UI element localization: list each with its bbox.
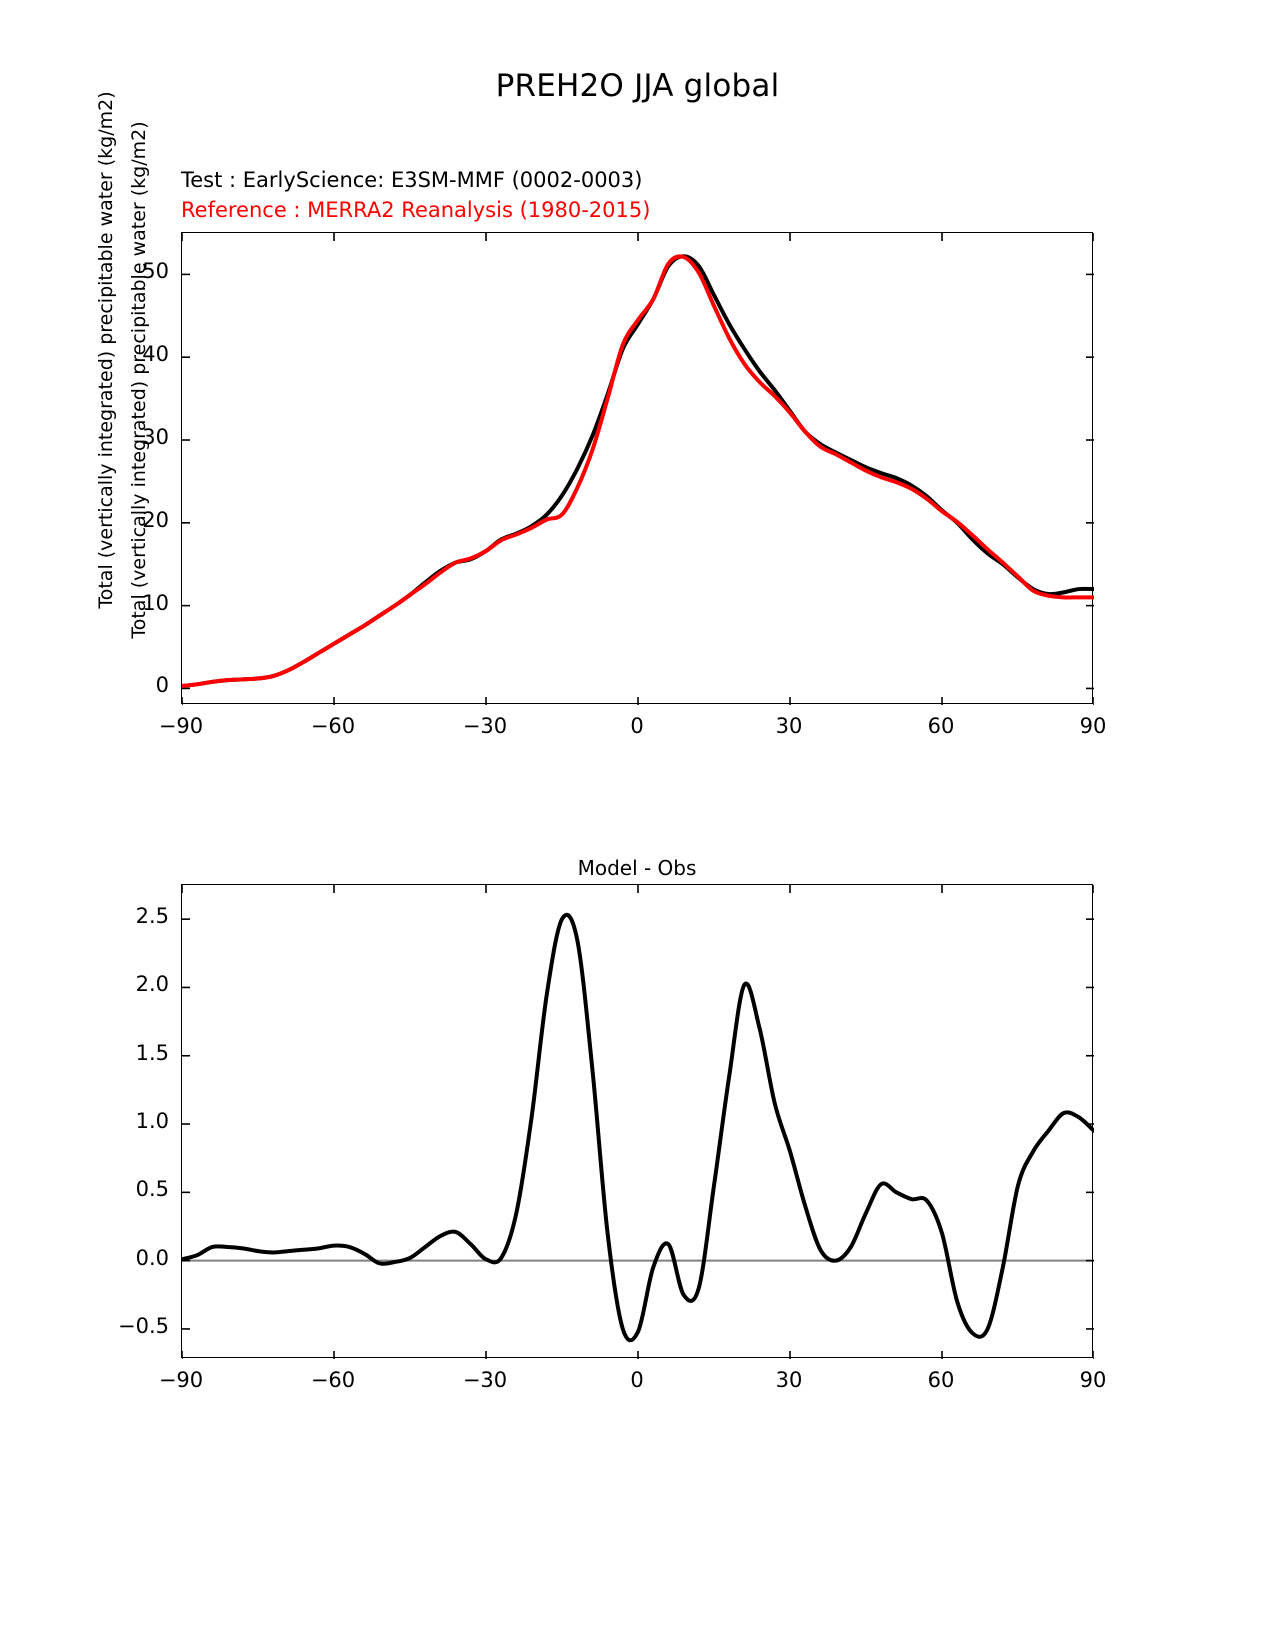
top-plot-area bbox=[181, 232, 1093, 704]
bottom-plot-area bbox=[181, 884, 1093, 1358]
x-tick-label: 90 bbox=[1079, 714, 1107, 738]
top-chart-svg bbox=[182, 233, 1094, 705]
y-tick-label: 0.0 bbox=[135, 1245, 169, 1270]
y-tick-label: 20 bbox=[142, 507, 169, 532]
x-tick-label: 60 bbox=[927, 714, 955, 738]
x-tick-label: −30 bbox=[462, 1368, 508, 1392]
y-tick-label: 2.5 bbox=[135, 904, 169, 929]
y-tick-label: 0.5 bbox=[135, 1177, 169, 1202]
top-chart-panel bbox=[142, 232, 1107, 738]
x-tick-label: 0 bbox=[630, 714, 644, 738]
page-title: PREH2O JJA global bbox=[495, 68, 780, 104]
x-tick-label: −30 bbox=[462, 714, 508, 738]
y-tick-label: 40 bbox=[142, 342, 169, 367]
bottom-chart-svg bbox=[182, 885, 1094, 1359]
top-y-axis-label: Total (vertically integrated) precipitable water (kg/m2) bbox=[128, 121, 150, 639]
y-tick-label: 50 bbox=[142, 259, 169, 284]
y-tick-label: −0.5 bbox=[118, 1313, 169, 1338]
legend-reference-label: Reference : MERRA2 Reanalysis (1980-2015) bbox=[181, 198, 651, 222]
x-tick-label: −60 bbox=[310, 1368, 356, 1392]
x-tick-label: −90 bbox=[158, 714, 204, 738]
x-tick-label: −90 bbox=[158, 1368, 204, 1392]
x-tick-label: 60 bbox=[927, 1368, 955, 1392]
x-tick-label: −60 bbox=[310, 714, 356, 738]
x-tick-label: 30 bbox=[775, 1368, 803, 1392]
x-tick-label: 0 bbox=[630, 1368, 644, 1392]
legend bbox=[181, 165, 881, 225]
y-tick-label: 30 bbox=[142, 425, 169, 450]
y-tick-label: 10 bbox=[142, 590, 169, 615]
y-tick-label: 1.0 bbox=[135, 1109, 169, 1134]
bottom-y-axis-label: Total (vertically integrated) precipitable water (kg/m2) bbox=[95, 91, 117, 609]
x-tick-label: 30 bbox=[775, 714, 803, 738]
bottom-chart-title: Model - Obs bbox=[577, 856, 697, 880]
y-tick-label: 2.0 bbox=[135, 972, 169, 997]
y-tick-label: 0 bbox=[155, 673, 169, 698]
x-tick-label: 90 bbox=[1079, 1368, 1107, 1392]
y-tick-label: 1.5 bbox=[135, 1040, 169, 1065]
legend-test-label: Test : EarlyScience: E3SM-MMF (0002-0003) bbox=[181, 168, 643, 192]
bottom-chart-panel bbox=[118, 884, 1107, 1392]
